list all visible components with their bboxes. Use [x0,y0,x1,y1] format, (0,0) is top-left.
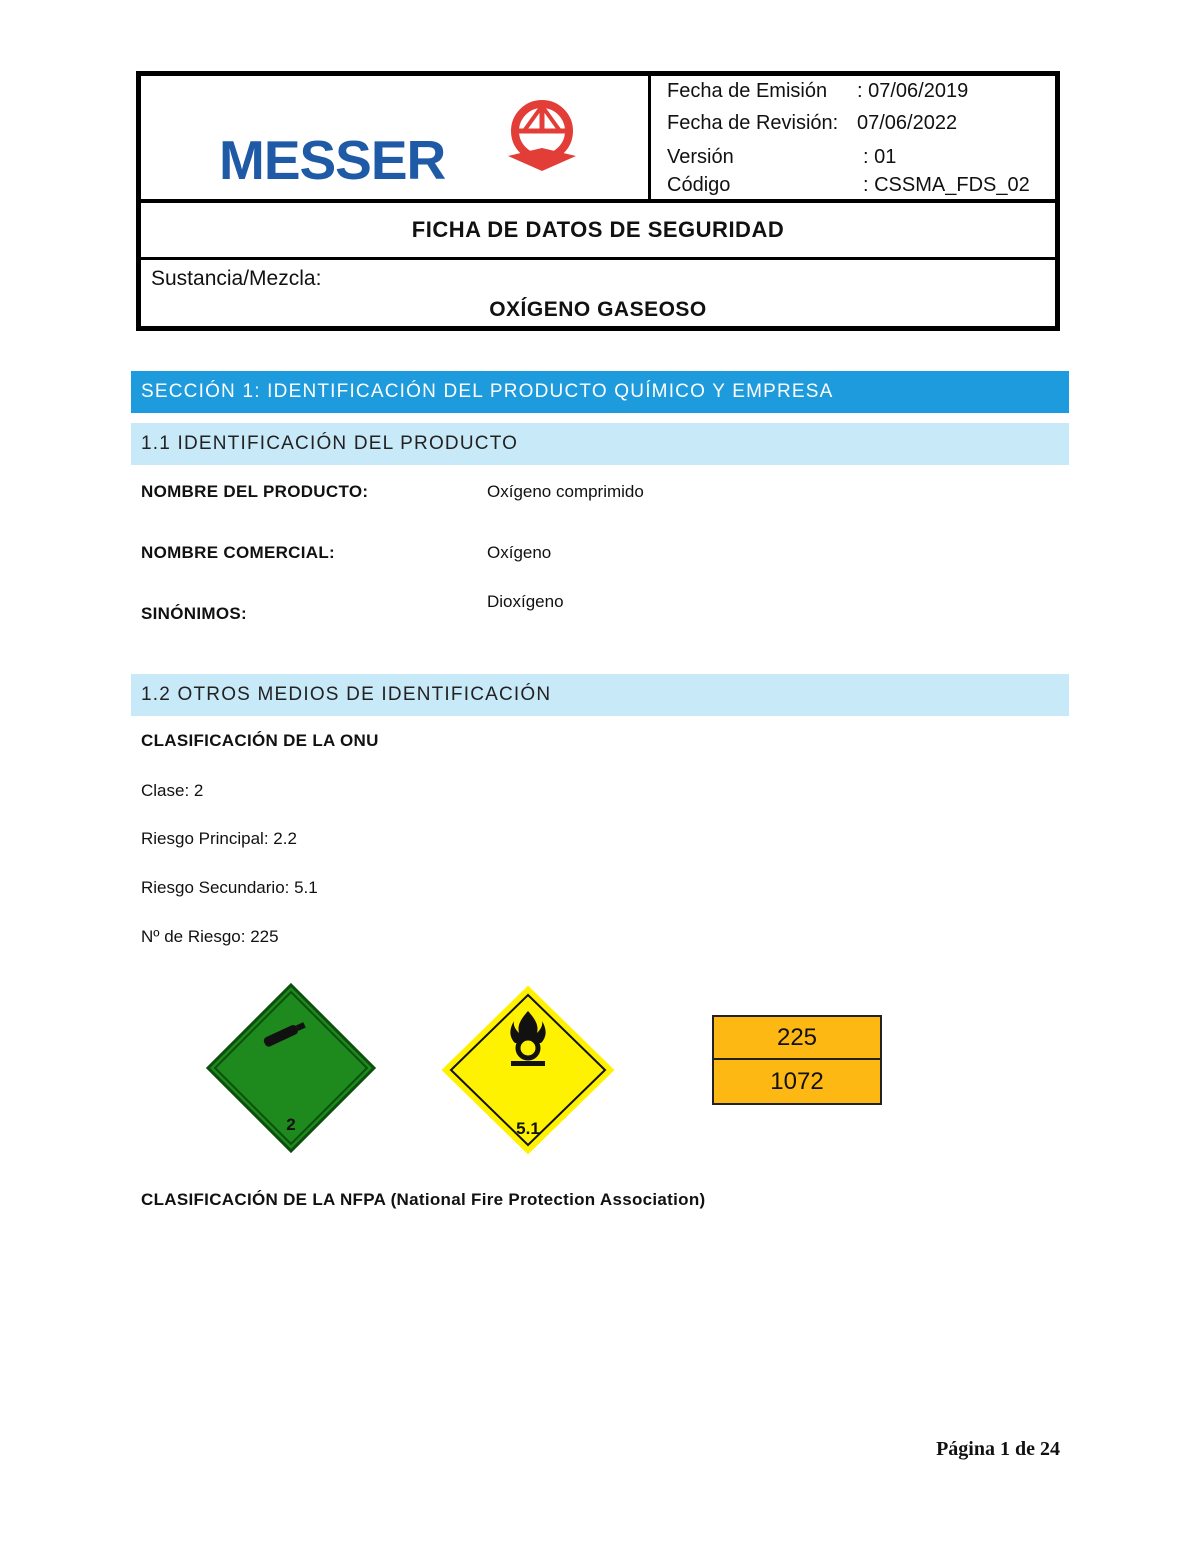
messer-logo [141,76,648,199]
main-risk-line: Riesgo Principal: 2.2 [141,829,297,848]
class-2-pictogram [205,983,377,1153]
substance-label: Sustancia/Mezcla: [151,267,322,290]
product-name-value: Oxígeno comprimido [487,482,644,501]
onu-classification-heading: CLASIFICACIÓN DE LA ONU [141,731,379,750]
issue-date-line [667,80,969,103]
version-value: : 01 [863,146,897,168]
issue-date-label: Fecha de Emisión [667,80,828,102]
code-label: Código [667,174,731,196]
revision-date-label: Fecha de Revisión: [667,112,839,134]
section-1-header: SECCIÓN 1: IDENTIFICACIÓN DEL PRODUCTO QUÍMICO Y EMPRESA [131,371,1069,413]
revision-date-line [667,112,958,135]
subsection-1-1-header: 1.1 IDENTIFICACIÓN DEL PRODUCTO [131,423,1069,465]
synonyms-label: SINÓNIMOS: [141,604,247,623]
document-title: FICHA DE DATOS DE SEGURIDAD [141,199,1055,260]
trade-name-label: NOMBRE COMERCIAL: [141,543,335,562]
issue-date-value: : 07/06/2019 [857,80,969,102]
orange-hazard-placard [712,1015,882,1105]
risk-number-line: Nº de Riesgo: 225 [141,927,279,946]
substance-name: OXÍGENO GASEOSO [489,298,707,321]
messer-emblem-icon [508,104,576,171]
hazard-identification-number: 225 [714,1017,880,1060]
nfpa-classification-heading: CLASIFICACIÓN DE LA NFPA (National Fire Protection Association) [141,1190,706,1209]
page-number: Página 1 de 24 [936,1438,1060,1460]
class-line: Clase: 2 [141,781,204,800]
class-5-1-number: 5.1 [516,1119,540,1138]
revision-date-value: 07/06/2022 [857,112,958,134]
logo-text: MESSER [219,129,446,191]
class-2-number: 2 [286,1115,296,1134]
product-name-label: NOMBRE DEL PRODUCTO: [141,482,369,501]
class-5-1-pictogram [441,985,615,1155]
code-value: : CSSMA_FDS_02 [863,174,1030,196]
version-line [667,146,897,169]
un-number: 1072 [770,1067,824,1095]
code-line [667,174,1030,197]
trade-name-value: Oxígeno [487,543,552,562]
subsection-1-2-header: 1.2 OTROS MEDIOS DE IDENTIFICACIÓN [131,674,1069,716]
secondary-risk-line: Riesgo Secundario: 5.1 [141,878,318,897]
document-meta [651,76,1055,199]
version-label: Versión [667,146,734,168]
substance-row [141,260,1055,326]
logo-cell [141,76,651,199]
synonyms-value: Dioxígeno [487,592,564,611]
